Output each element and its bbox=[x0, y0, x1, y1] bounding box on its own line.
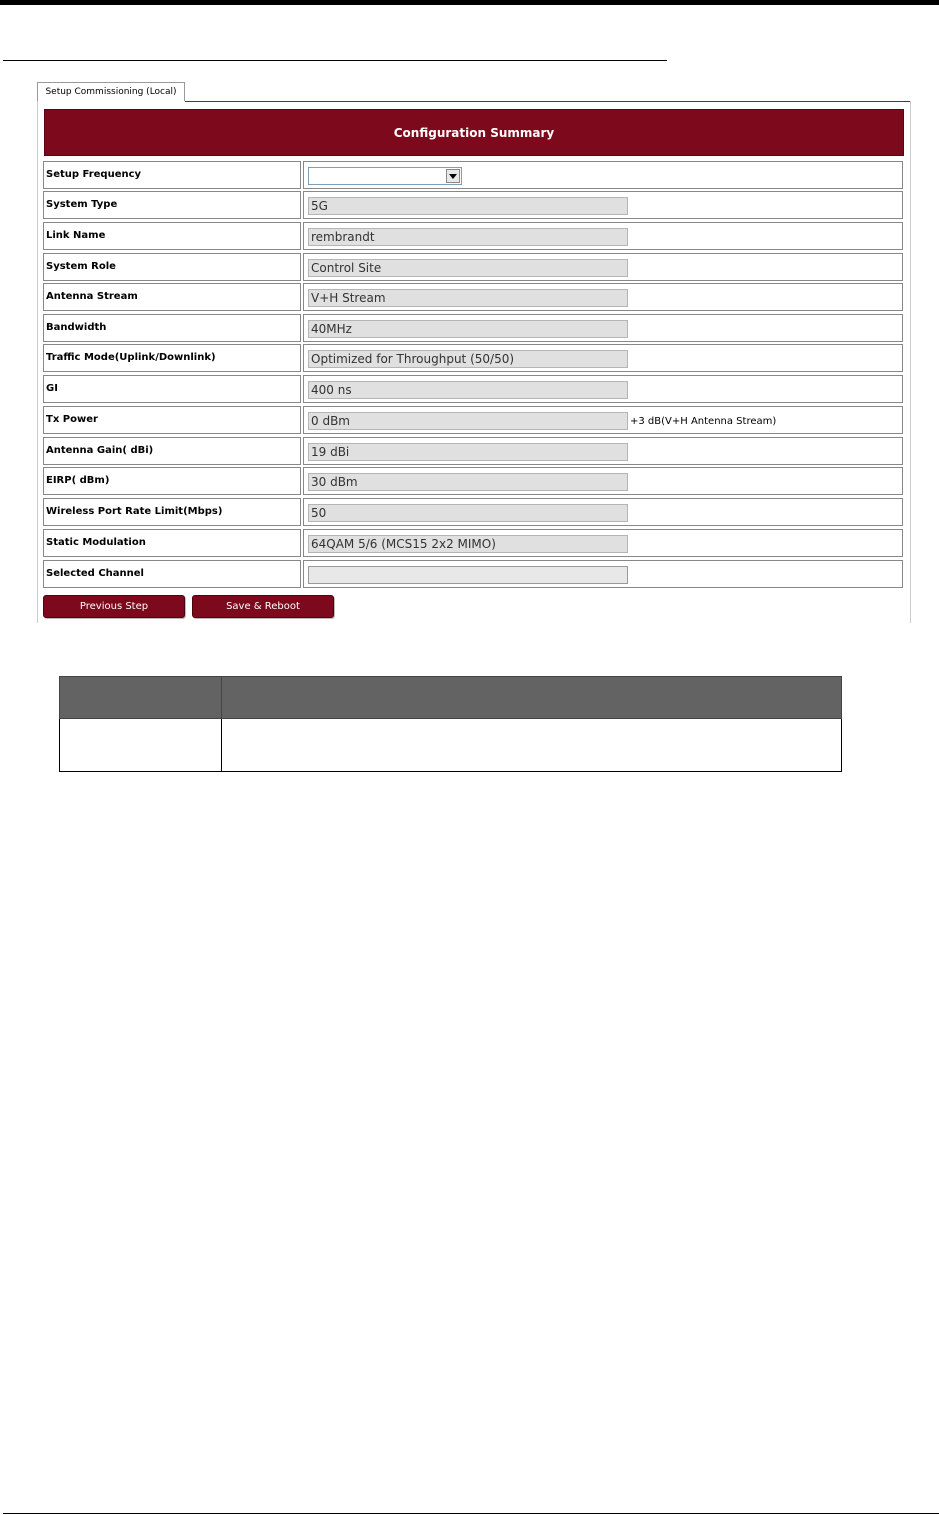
bandwidth-label: Bandwidth bbox=[43, 314, 301, 342]
row-wireless-port-rate-limit bbox=[43, 498, 903, 526]
tx-power-field[interactable]: 0 dBm bbox=[308, 412, 628, 430]
configuration-summary-title: Configuration Summary bbox=[393, 125, 555, 140]
traffic-mode-label: Traffic Mode(Uplink/Downlink) bbox=[43, 344, 301, 372]
link-name-cell bbox=[303, 222, 903, 250]
row-eirp bbox=[43, 467, 903, 495]
chevron-down-icon[interactable] bbox=[446, 169, 460, 183]
previous-step-button[interactable]: Previous Step bbox=[43, 595, 185, 618]
system-type-cell bbox=[303, 191, 903, 219]
header-underline bbox=[3, 60, 667, 61]
row-static-modulation bbox=[43, 529, 903, 557]
document-table-row bbox=[60, 719, 842, 772]
row-gi bbox=[43, 375, 903, 403]
static-modulation-label: Static Modulation bbox=[43, 529, 301, 557]
setup-frequency-select[interactable] bbox=[308, 167, 462, 185]
bandwidth-cell bbox=[303, 314, 903, 342]
selected-channel-label: Selected Channel bbox=[43, 560, 301, 588]
document-table bbox=[59, 676, 842, 772]
static-modulation-field[interactable]: 64QAM 5/6 (MCS15 2x2 MIMO) bbox=[308, 535, 628, 553]
tx-power-note: +3 dB(V+H Antenna Stream) bbox=[630, 416, 777, 427]
tx-power-label: Tx Power bbox=[43, 406, 301, 434]
system-role-field[interactable]: Control Site bbox=[308, 259, 628, 277]
static-modulation-cell bbox=[303, 529, 903, 557]
configuration-summary-header bbox=[44, 109, 904, 156]
link-name-field[interactable]: rembrandt bbox=[308, 228, 628, 246]
selected-channel-field[interactable] bbox=[308, 566, 628, 584]
document-table-header-row bbox=[60, 677, 842, 719]
setup-frequency-label: Setup Frequency bbox=[43, 161, 301, 189]
antenna-gain-field[interactable]: 19 dBi bbox=[308, 443, 628, 461]
bottom-rule bbox=[3, 1513, 939, 1514]
row-setup-frequency bbox=[43, 161, 903, 189]
document-table-header-cell bbox=[222, 677, 842, 719]
bandwidth-field[interactable]: 40MHz bbox=[308, 320, 628, 338]
wireless-port-rate-limit-cell bbox=[303, 498, 903, 526]
link-name-label: Link Name bbox=[43, 222, 301, 250]
document-table-header-cell bbox=[60, 677, 222, 719]
system-type-field[interactable]: 5G bbox=[308, 197, 628, 215]
system-role-cell bbox=[303, 253, 903, 281]
antenna-stream-label: Antenna Stream bbox=[43, 283, 301, 311]
top-rule bbox=[0, 0, 939, 5]
row-tx-power bbox=[43, 406, 903, 434]
gi-cell bbox=[303, 375, 903, 403]
antenna-stream-cell bbox=[303, 283, 903, 311]
gi-label: GI bbox=[43, 375, 301, 403]
tx-power-cell bbox=[303, 406, 903, 434]
row-bandwidth bbox=[43, 314, 903, 342]
gi-field[interactable]: 400 ns bbox=[308, 381, 628, 399]
row-link-name bbox=[43, 222, 903, 250]
tab-setup-commissioning[interactable]: Setup Commissioning (Local) bbox=[37, 82, 185, 101]
row-antenna-stream bbox=[43, 283, 903, 311]
traffic-mode-field[interactable]: Optimized for Throughput (50/50) bbox=[308, 350, 628, 368]
selected-channel-cell bbox=[303, 560, 903, 588]
document-table-cell bbox=[60, 719, 222, 772]
wireless-port-rate-limit-field[interactable]: 50 bbox=[308, 504, 628, 522]
save-reboot-button[interactable]: Save & Reboot bbox=[192, 595, 334, 618]
system-role-label: System Role bbox=[43, 253, 301, 281]
wireless-port-rate-limit-label: Wireless Port Rate Limit(Mbps) bbox=[43, 498, 301, 526]
antenna-gain-label: Antenna Gain( dBi) bbox=[43, 437, 301, 465]
setup-frequency-cell bbox=[303, 161, 903, 189]
antenna-stream-field[interactable]: V+H Stream bbox=[308, 289, 628, 307]
document-table-cell bbox=[222, 719, 842, 772]
row-system-role bbox=[43, 253, 903, 281]
row-traffic-mode bbox=[43, 344, 903, 372]
eirp-label: EIRP( dBm) bbox=[43, 467, 301, 495]
eirp-cell bbox=[303, 467, 903, 495]
system-type-label: System Type bbox=[43, 191, 301, 219]
row-selected-channel bbox=[43, 560, 903, 588]
row-system-type bbox=[43, 191, 903, 219]
row-antenna-gain bbox=[43, 437, 903, 465]
traffic-mode-cell bbox=[303, 344, 903, 372]
eirp-field[interactable]: 30 dBm bbox=[308, 473, 628, 491]
antenna-gain-cell bbox=[303, 437, 903, 465]
